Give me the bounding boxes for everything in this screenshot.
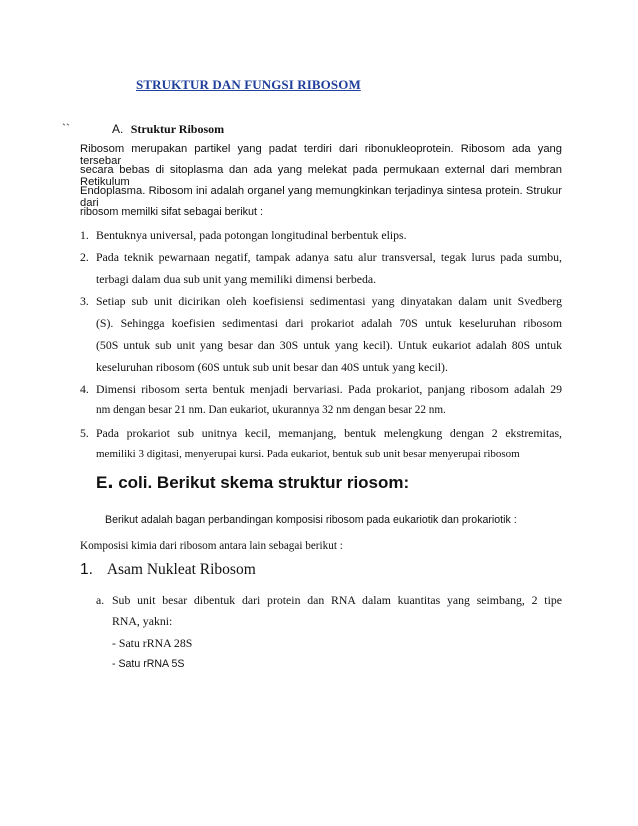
list-item-line: nm dengan besar 21 nm. Dan eukariot, ukurannya 32 nm dengan besar 22 nm. <box>96 404 446 416</box>
ecoli-letter: E <box>96 473 108 492</box>
list-item-line: Bentuknya universal, pada potongan longitudinal berbentuk elips. <box>96 228 407 242</box>
section-a-letter: A. <box>112 122 124 136</box>
intro-line: ribosom memilki sifat sebagai berikut : <box>80 206 264 218</box>
intro-paragraph-4 <box>80 206 263 218</box>
intro-line: Endoplasma. Ribosom ini adalah organel yang memungkinkan terjadinya sintesa protein. Strukur dari <box>80 185 562 209</box>
list-item-line: (50S untuk sub unit yang besar dan 30S untuk yang kecil). Untuk eukariot adalah 80S untuk <box>96 338 562 352</box>
dash-item: - Satu rRNA 28S <box>112 636 193 650</box>
list-number: 3. <box>80 294 89 308</box>
list-number: 2. <box>80 250 89 264</box>
comparison-line: Berikut adalah bagan perbandingan komposisi ribosom pada eukariotik dan prokariotik : <box>105 514 517 526</box>
tick-mark: `` <box>62 121 70 135</box>
ecoli-rest: coli. Berikut skema struktur riosom: <box>113 473 410 492</box>
komposisi-line: Komposisi kimia dari ribosom antara lain sebagai berikut : <box>80 540 343 552</box>
asam-number: 1. <box>80 561 93 578</box>
ecoli-dot: . <box>107 468 114 493</box>
sub-a-line: Sub unit besar dibentuk dari protein dan RNA dalam kuantitas yang seimbang, 2 tipe <box>112 593 562 607</box>
section-a-heading <box>112 122 224 137</box>
sub-a-line: RNA, yakni: <box>112 614 173 628</box>
list-item-line: terbagi dalam dua sub unit yang memiliki dimensi berbeda. <box>96 272 377 286</box>
list-item-line: Pada teknik pewarnaan negatif, tampak adanya satu alur transversal, tegak lurus pada sumbu, <box>96 250 562 264</box>
section-a-label: Struktur Ribosom <box>130 122 225 136</box>
list-item-line: keseluruhan ribosom (60S untuk sub unit besar dan 40S untuk yang kecil). <box>96 360 448 374</box>
ecoli-heading <box>96 468 410 493</box>
list-item-line: Pada prokariot sub unitnya kecil, memanjang, bentuk melengkung dengan 2 ekstremitas, <box>96 426 562 440</box>
list-number: 5. <box>80 426 89 440</box>
dash-item: - Satu rRNA 5S <box>112 658 185 670</box>
intro-paragraph <box>80 143 562 167</box>
asam-label: Asam Nukleat Ribosom <box>106 561 256 578</box>
list-item-line: memiliki 3 digitasi, menyerupai kursi. Pada eukariot, bentuk sub unit besar menyerupai ribosom <box>96 448 520 460</box>
intro-line: Ribosom merupakan partikel yang padat terdiri dari ribonukleoprotein. Ribosom ada yang tersebar <box>80 143 562 167</box>
list-item-line: (S). Sehingga koefisien sedimentasi dari prokariot adalah 70S untuk keseluruhan ribosom <box>96 316 562 330</box>
list-number: 4. <box>80 382 89 396</box>
asam-nukleat-heading <box>80 561 256 579</box>
list-item-line: Dimensi ribosom serta bentuk menjadi bervariasi. Pada prokariot, panjang ribosom adalah 29 <box>96 382 562 396</box>
intro-line: secara bebas di sitoplasma dan ada yang melekat pada permukaan external dari membran Retikulum <box>80 164 562 188</box>
list-number: 1. <box>80 228 89 242</box>
list-item-line: Setiap sub unit dicirikan oleh koefisiensi sedimentasi yang dinyatakan dalam unit Svedberg <box>96 294 562 308</box>
page-title: STRUKTUR DAN FUNGSI RIBOSOM <box>136 77 361 92</box>
sub-a-letter: a. <box>96 593 105 607</box>
